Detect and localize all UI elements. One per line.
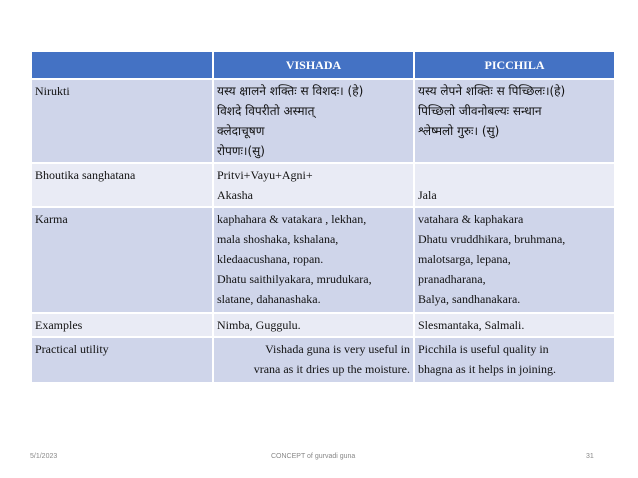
examples-vishada: Nimba, Guggulu. (214, 314, 413, 336)
row-nirukti (32, 80, 614, 162)
label-practical: Practical utility (32, 338, 212, 382)
text-line: पिच्छिलो जीवनोबल्यः सन्धान (418, 104, 542, 118)
label-examples: Examples (32, 314, 212, 336)
practical-vishada (214, 338, 413, 382)
text-line: kledaacushana, ropan. (217, 252, 324, 266)
karma-vishada (214, 208, 413, 312)
text-line: Jala (418, 188, 437, 202)
text-line: slatane, dahanashaka. (217, 292, 321, 306)
text-line: Akasha (217, 188, 253, 202)
text-line: विशदे विपरीतो अस्मात् (217, 104, 315, 118)
row-bhoutika (32, 164, 614, 206)
text-line: kaphahara & vatakara , lekhan, (217, 212, 367, 226)
header-vishada: VISHADA (214, 52, 413, 78)
header-empty-cell (32, 52, 212, 78)
nirukti-vishada (214, 80, 413, 162)
slide-number: 31 (586, 453, 594, 460)
examples-picchila: Slesmantaka, Salmali. (415, 314, 614, 336)
text-line: क्लेदाचूषण (217, 124, 265, 138)
text-line: श्लेष्मलो गुरुः। (सु) (418, 124, 500, 138)
practical-picchila (415, 338, 614, 382)
text-line: Pritvi+Vayu+Agni+ (217, 168, 313, 182)
text-line: Vishada guna is very useful in (265, 342, 410, 356)
bhoutika-vishada (214, 164, 413, 206)
text-line: Picchila is useful quality in (418, 342, 549, 356)
footer-title: CONCEPT of gurvadi guna (271, 453, 356, 460)
row-karma (32, 208, 614, 312)
label-bhoutika: Bhoutika sanghatana (32, 164, 212, 206)
row-examples (32, 314, 614, 336)
comparison-table (30, 50, 616, 384)
label-karma: Karma (32, 208, 212, 312)
karma-picchila (415, 208, 614, 312)
text-line: vrana as it dries up the moisture. (253, 362, 410, 376)
text-line: vatahara & kaphakara (418, 212, 524, 226)
text-line: Balya, sandhanakara. (418, 292, 521, 306)
bhoutika-picchila (415, 164, 614, 206)
text-line: malotsarga, lepana, (418, 252, 511, 266)
header-row (32, 52, 614, 78)
text-line: mala shoshaka, kshalana, (217, 232, 339, 246)
footer-date: 5/1/2023 (30, 453, 58, 460)
nirukti-picchila (415, 80, 614, 162)
header-picchila: PICCHILA (415, 52, 614, 78)
text-line: Dhatu vruddhikara, bruhmana, (418, 232, 566, 246)
text-line: Dhatu saithilyakara, mrudukara, (217, 272, 372, 286)
row-practical (32, 338, 614, 382)
text-line: यस्य क्षालने शक्तिः स विशदः। (हे) (217, 84, 364, 98)
text-line: pranadharana, (418, 272, 486, 286)
text-line: रोपणः।(सु) (217, 144, 265, 158)
text-line: bhagna as it helps in joining. (418, 362, 556, 376)
text-line: यस्य लेपने शक्तिः स पिच्छिलः।(हे) (418, 84, 566, 98)
label-nirukti: Nirukti (32, 80, 212, 162)
